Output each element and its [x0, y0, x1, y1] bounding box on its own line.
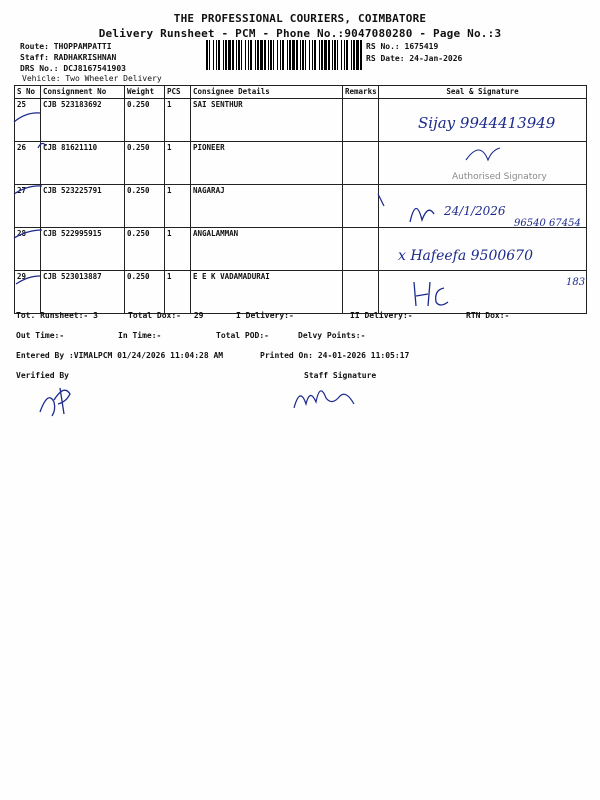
cell-weight: 0.250 [125, 185, 165, 228]
cell-pcs: 1 [165, 228, 191, 271]
verified-by-signature [30, 380, 90, 420]
cell-consignment: CJB 523225791 [41, 185, 125, 228]
rtn-dox-label: RTN Dox:- [466, 311, 510, 320]
cell-sno: 26 [15, 142, 41, 185]
cell-seal-signature [379, 228, 587, 271]
runsheet-subtitle: Delivery Runsheet - PCM - Phone No.:9047080280 - Page No.:3 [98, 27, 502, 40]
total-pod-label: Total POD:- [216, 331, 269, 340]
table-header-row [15, 86, 587, 99]
i-delivery-label: I Delivery:- [236, 311, 294, 320]
tot-runsheet-value: 3 [93, 311, 98, 320]
cell-seal-signature [379, 271, 587, 314]
rs-date-value: 24-Jan-2026 [409, 54, 463, 63]
route-line [20, 42, 112, 51]
drs-label: DRS No.: [20, 64, 59, 73]
cell-consignee: NAGARAJ [191, 185, 343, 228]
cell-consignee: ANGALAMMAN [191, 228, 343, 271]
total-dox-label: Total Dox:- [128, 311, 181, 320]
out-time-label: Out Time:- [16, 331, 65, 340]
total-dox-value: 29 [193, 311, 204, 320]
vehicle-value: Two Wheeler Delivery [65, 74, 162, 83]
cell-pcs: 1 [165, 185, 191, 228]
route-label: Route: [20, 42, 49, 51]
rs-date-label: RS Date: [366, 54, 405, 63]
cell-weight: 0.250 [125, 271, 165, 314]
table-row [15, 142, 587, 185]
route-value: THOPPAMPATTI [53, 42, 112, 51]
col-header-weight: Weight [125, 86, 165, 99]
printed-on-value: 24-01-2026 11:05:17 [317, 351, 410, 360]
authorised-signatory-stamp: Authorised Signatory [452, 172, 547, 182]
cell-seal-signature [379, 142, 587, 185]
cell-weight: 0.250 [125, 142, 165, 185]
printed-on-label: Printed On: [260, 351, 313, 360]
cell-consignee: E E K VADAMADURAI [191, 271, 343, 314]
col-header-pcs: PCS [165, 86, 191, 99]
cell-pcs: 1 [165, 142, 191, 185]
cell-pcs: 1 [165, 99, 191, 142]
vehicle-line [22, 74, 162, 83]
table-row [15, 99, 587, 142]
handwriting-row3-phone: 96540 67454 [514, 218, 581, 229]
cell-consignment: CJB 81621110 [41, 142, 125, 185]
tot-runsheet-label: Tot. Runsheet:- [16, 311, 89, 320]
staff-signature-label: Staff Signature [304, 371, 377, 380]
cell-sno: 28 [15, 228, 41, 271]
handwriting-row4: x Hafeefa 9500670 [398, 248, 533, 264]
cell-remarks [343, 228, 379, 271]
col-header-remarks: Remarks [343, 86, 379, 99]
cell-weight: 0.250 [125, 99, 165, 142]
cell-consignee: SAI SENTHUR [191, 99, 343, 142]
cell-remarks [343, 271, 379, 314]
cell-remarks [343, 185, 379, 228]
staff-label: Staff: [20, 53, 49, 62]
table-row [15, 185, 587, 228]
cell-consignee: PIONEER [191, 142, 343, 185]
in-time-label: In Time:- [118, 331, 162, 340]
col-header-seal-signature: Seal & Signature [379, 86, 587, 99]
total-dox [128, 311, 203, 320]
rs-no-line [366, 42, 438, 51]
tot-runsheet [16, 311, 98, 320]
cell-seal-signature [379, 185, 587, 228]
printed-on-line [260, 351, 409, 360]
cell-seal-signature [379, 99, 587, 142]
col-header-sno: S No [15, 86, 41, 99]
rs-date-line [366, 54, 462, 63]
vehicle-label: Vehicle: [22, 74, 61, 83]
entered-by-label: Entered By : [16, 351, 74, 360]
cell-remarks [343, 99, 379, 142]
col-header-consignee: Consignee Details [191, 86, 343, 99]
staff-line [20, 53, 116, 62]
runsheet-table [14, 85, 587, 314]
table-row [15, 271, 587, 314]
handwriting-row1: Sijay 9944413949 [418, 114, 556, 132]
cell-consignment: CJB 523013887 [41, 271, 125, 314]
delvy-points-label: Delvy Points:- [298, 331, 366, 340]
staff-signature [290, 378, 360, 414]
cell-consignment: CJB 523183692 [41, 99, 125, 142]
table-row [15, 228, 587, 271]
cell-pcs: 1 [165, 271, 191, 314]
handwriting-row4-extra: 183 [566, 277, 586, 288]
ii-delivery-label: II Delivery:- [350, 311, 413, 320]
cell-consignment: CJB 522995915 [41, 228, 125, 271]
rs-no-value: 1675419 [404, 42, 439, 51]
cell-sno: 29 [15, 271, 41, 314]
drs-line [20, 64, 126, 73]
col-header-consignment: Consignment No [41, 86, 125, 99]
entered-by-value: VIMALPCM 01/24/2026 11:04:28 AM [73, 351, 224, 360]
handwriting-row3-date: 24/1/2026 [444, 204, 506, 218]
cell-sno: 27 [15, 185, 41, 228]
barcode [206, 40, 362, 70]
company-title: THE PROFESSIONAL COURIERS, COIMBATORE [173, 12, 427, 25]
cell-remarks [343, 142, 379, 185]
entered-by-line [16, 351, 223, 360]
cell-weight: 0.250 [125, 228, 165, 271]
staff-value: RADHAKRISHNAN [53, 53, 117, 62]
rs-no-label: RS No.: [366, 42, 400, 51]
verified-by-label: Verified By [16, 371, 69, 380]
cell-sno: 25 [15, 99, 41, 142]
drs-value: DCJ8167541903 [63, 64, 126, 73]
